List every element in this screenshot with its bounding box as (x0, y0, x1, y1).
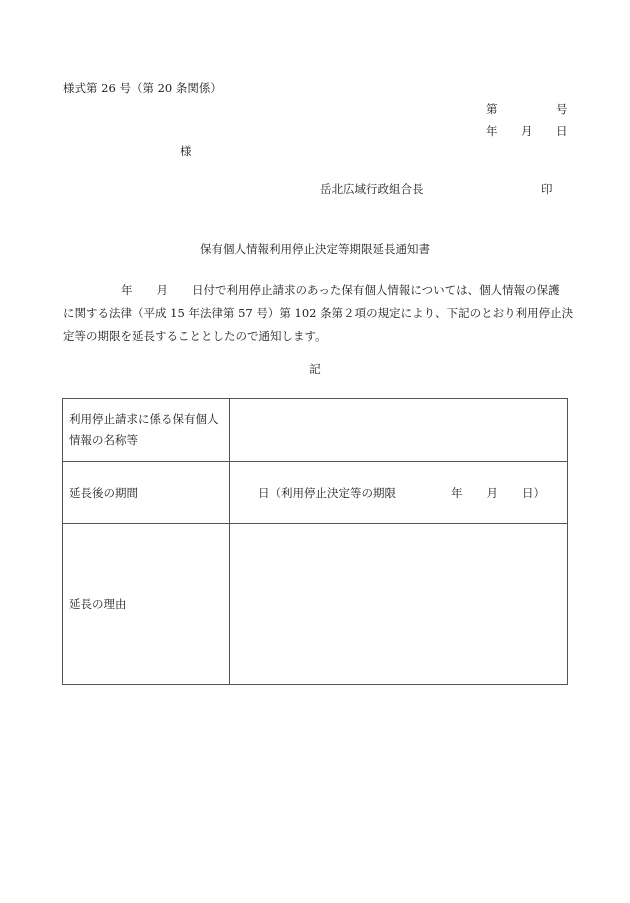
reason-value-field[interactable] (230, 524, 568, 685)
period-day-text: 日（利用停止決定等の期限 (258, 485, 396, 500)
body-line-1-text: 日付で利用停止請求のあった保有個人情報については、個人情報の保護 (192, 283, 560, 297)
date-month: 月 (521, 124, 533, 138)
body-line-2: に関する法律（平成 15 年法律第 57 号）第 102 条第２項の規定により、下記のとおり利用停止決 (63, 306, 574, 320)
table-row-extended-period (63, 462, 568, 524)
table-row-info-name (63, 399, 568, 462)
table-row-reason (63, 524, 568, 685)
extended-period-value-field[interactable] (230, 462, 568, 524)
body-line-1 (63, 279, 573, 302)
date-year: 年 (486, 124, 498, 138)
info-name-value-field[interactable] (230, 399, 568, 462)
details-table (62, 398, 568, 685)
ki-heading: 記 (309, 362, 321, 376)
recipient-honorific: 様 (180, 144, 192, 158)
extended-period-label: 延長後の期間 (63, 462, 230, 524)
reference-number-prefix: 第 (486, 102, 498, 116)
form-number: 様式第 26 号（第 20 条関係） (63, 81, 222, 95)
period-month: 月 (486, 485, 498, 500)
period-day-end: 日） (522, 485, 545, 500)
body-month: 月 (156, 283, 168, 297)
document-title: 保有個人情報利用停止決定等期限延長通知書 (200, 242, 430, 256)
seal-mark: 印 (541, 182, 553, 196)
reference-number-suffix: 号 (556, 102, 568, 116)
body-year: 年 (121, 283, 133, 297)
body-paragraph (63, 279, 573, 348)
body-line-3: 定等の期限を延長することとしたので通知します。 (63, 329, 327, 343)
info-name-label: 利用停止請求に係る保有個人 情報の名称等 (63, 399, 230, 462)
issuer-name: 岳北広域行政組合長 (320, 182, 424, 196)
date-day: 日 (556, 124, 568, 138)
reason-label: 延長の理由 (63, 524, 230, 685)
period-year: 年 (451, 485, 463, 500)
